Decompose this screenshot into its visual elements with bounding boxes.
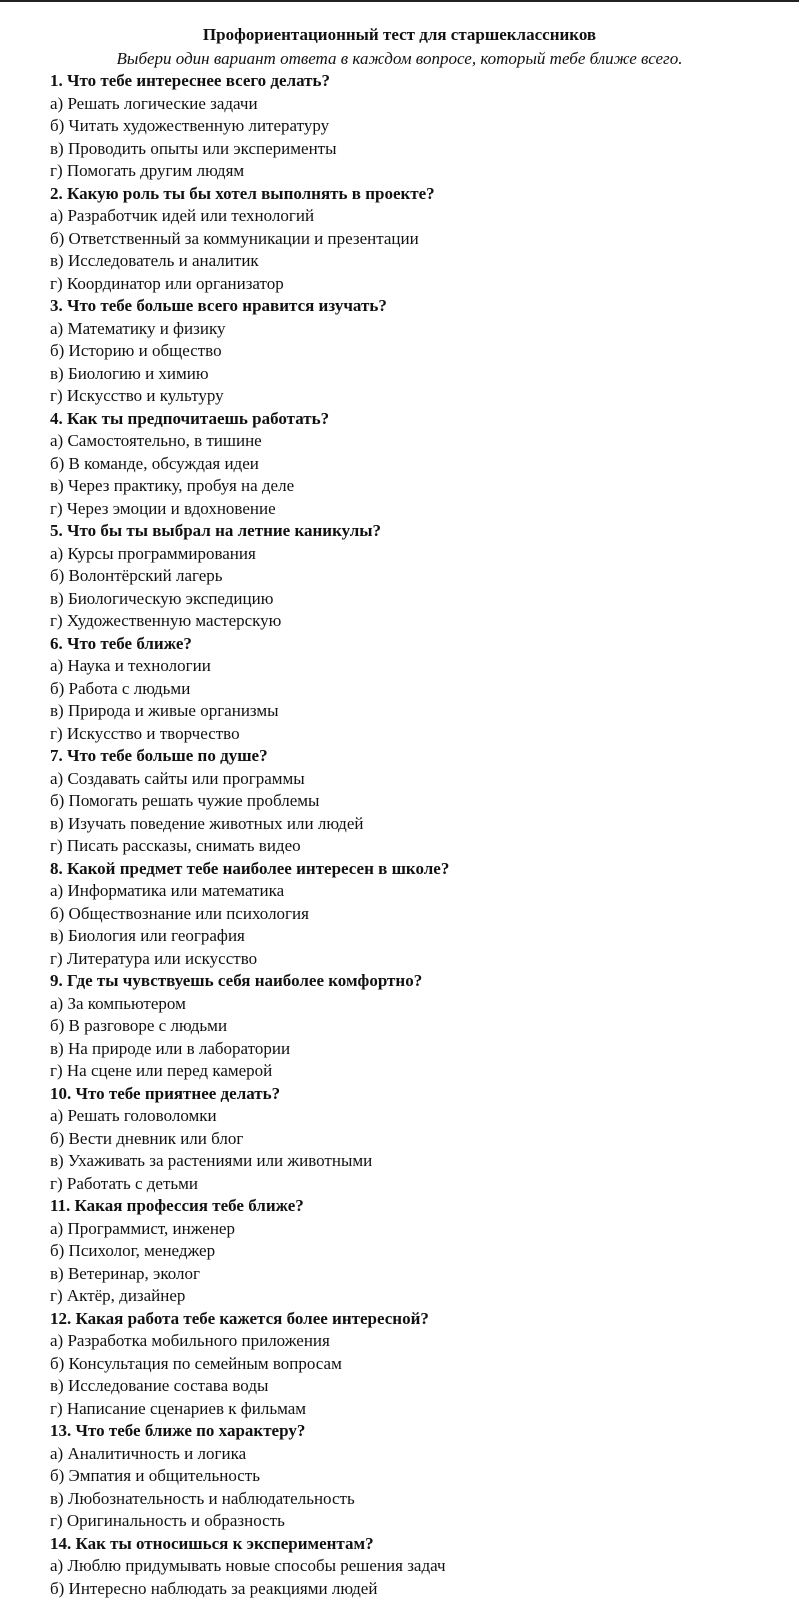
answer-option: г) Координатор или организатор (50, 273, 284, 293)
answer-option: а) За компьютером (50, 993, 186, 1013)
answer-option: б) Консультация по семейным вопросам (50, 1353, 342, 1373)
answer-option: в) Через практику, пробуя на деле (50, 476, 295, 495)
answer-option: а) Решать головоломки (50, 1106, 217, 1125)
answer-option: а) Наука и технологии (50, 656, 211, 675)
question-text: 6. Что тебе ближе? (50, 633, 192, 653)
answer-option: г) Искусство и культуру (50, 386, 224, 405)
question-text: 11. Какая профессия тебе ближе? (50, 1196, 304, 1215)
answer-option: а) Курсы программирования (50, 543, 256, 563)
answer-option: в) Ветеринар, эколог (50, 1263, 200, 1283)
question-text: 12. Какая работа тебе кажется более интересной? (50, 1308, 429, 1328)
answer-option: в) Любознательность и наблюдательность (50, 1488, 355, 1508)
answer-option: б) Читать художественную литературу (50, 116, 330, 135)
answer-option: г) Написание сценариев к фильмам (50, 1398, 307, 1418)
answer-option: б) В разговоре с людьми (50, 1016, 228, 1035)
question-text: 10. Что тебе приятнее делать? (50, 1083, 281, 1103)
answer-option: в) Биологическую экспедицию (50, 588, 274, 608)
answer-option: а) Разработчик идей или технологий (50, 206, 315, 225)
answer-option: а) Решать логические задачи (50, 93, 258, 113)
answer-option: б) Историю и общество (50, 341, 222, 360)
answer-option: б) Эмпатия и общительность (50, 1466, 260, 1485)
answer-option: б) Волонтёрский лагерь (50, 566, 223, 585)
answer-option: в) Исследование состава воды (50, 1376, 269, 1395)
question-text: 8. Какой предмет тебе наиболее интересен в школе? (50, 858, 450, 878)
answer-option: г) Помогать другим людям (50, 161, 245, 180)
answer-option: в) Исследователь и аналитик (50, 251, 259, 270)
answer-option: а) Люблю придумывать новые способы решения задач (50, 1556, 446, 1575)
question-text: 14. Как ты относишься к экспериментам? (50, 1533, 374, 1553)
question-text: 5. Что бы ты выбрал на летние каникулы? (50, 521, 382, 540)
question-text: 13. Что тебе ближе по характеру? (50, 1421, 306, 1440)
answer-option: в) Изучать поведение животных или людей (50, 813, 364, 833)
answer-option: в) Биология или география (50, 926, 245, 945)
answer-option: г) Искусство и творчество (50, 723, 240, 743)
top-border (0, 0, 799, 2)
document-instructions: Выбери один вариант ответа в каждом вопросе, который тебе ближе всего. (116, 49, 683, 68)
question-text: 2. Какую роль ты бы хотел выполнять в проекте? (50, 183, 435, 203)
question-text: 9. Где ты чувствуешь себя наиболее комфортно? (50, 971, 423, 990)
answer-option: б) Вести дневник или блог (50, 1128, 244, 1148)
answer-option: б) Работа с людьми (50, 678, 191, 698)
answer-option: б) Помогать решать чужие проблемы (50, 791, 320, 810)
answer-option: б) Обществознание или психология (50, 903, 309, 923)
answer-option: г) Оригинальность и образность (50, 1511, 285, 1530)
question-list (50, 70, 790, 1600)
question-text: 3. Что тебе больше всего нравится изучать? (50, 296, 387, 315)
answer-option: г) Литература или искусство (50, 948, 258, 968)
answer-option: б) Ответственный за коммуникации и презентации (50, 228, 419, 248)
answer-option: а) Программист, инженер (50, 1218, 235, 1238)
answer-option: б) В команде, обсуждая идеи (50, 453, 259, 473)
answer-option: г) На сцене или перед камерой (50, 1061, 273, 1080)
answer-option: а) Создавать сайты или программы (50, 768, 305, 788)
answer-option: а) Самостоятельно, в тишине (50, 431, 262, 450)
answer-option: б) Психолог, менеджер (50, 1241, 216, 1260)
answer-option: в) Биологию и химию (50, 363, 209, 383)
answer-option: г) Художественную мастерскую (50, 611, 282, 630)
answer-option: в) Проводить опыты или эксперименты (50, 138, 337, 158)
question-text: 1. Что тебе интереснее всего делать? (50, 71, 331, 90)
document-title: Профориентационный тест для старшеклассников (202, 25, 597, 44)
question-text: 7. Что тебе больше по душе? (50, 746, 268, 765)
answer-option: а) Разработка мобильного приложения (50, 1331, 330, 1350)
answer-option: г) Работать с детьми (50, 1173, 199, 1193)
document-page (50, 24, 790, 1600)
answer-option: а) Информатика или математика (50, 881, 285, 900)
answer-option: г) Через эмоции и вдохновение (50, 498, 276, 518)
answer-option: в) На природе или в лаборатории (50, 1038, 291, 1058)
answer-option: а) Математику и физику (50, 318, 226, 338)
answer-option: б) Интересно наблюдать за реакциями людей (50, 1578, 378, 1598)
answer-option: а) Аналитичность и логика (50, 1443, 247, 1463)
answer-option: в) Ухаживать за растениями или животными (50, 1151, 373, 1170)
answer-option: г) Актёр, дизайнер (50, 1286, 186, 1305)
answer-option: г) Писать рассказы, снимать видео (50, 836, 301, 855)
answer-option: в) Природа и живые организмы (50, 701, 279, 720)
question-text: 4. Как ты предпочитаешь работать? (50, 408, 330, 428)
